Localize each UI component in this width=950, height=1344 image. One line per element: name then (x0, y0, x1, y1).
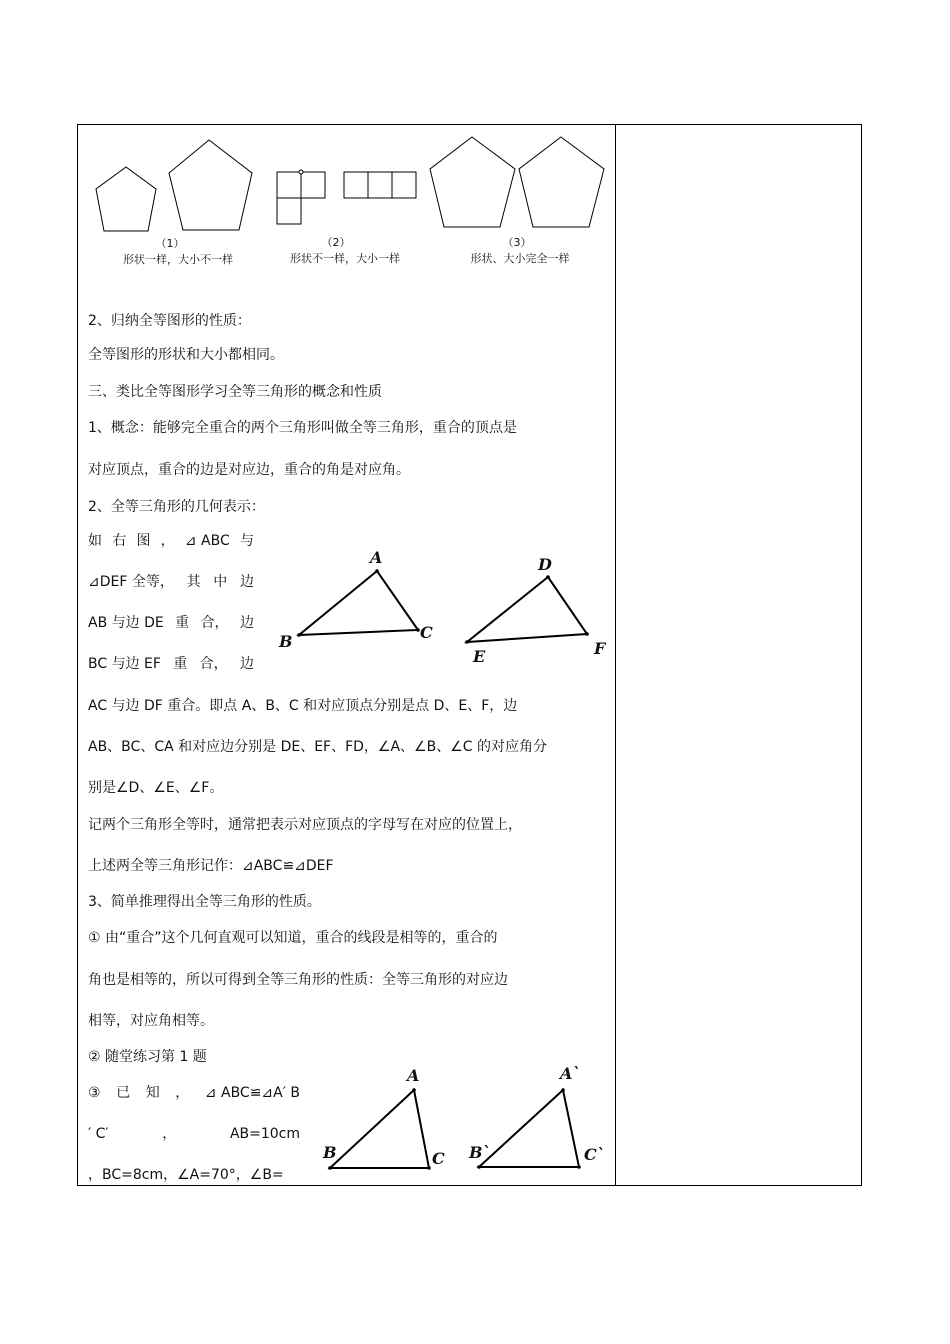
notation-line-9: 上述两全等三角形记作：⊿ABC≌⊿DEF (88, 858, 334, 874)
vertex-label-f: F (594, 639, 606, 658)
strip-shaped-net (344, 172, 416, 198)
vertex-label-b: B (279, 632, 293, 651)
section-heading-three: 三、类比全等图形学习全等三角形的概念和性质 (88, 384, 382, 400)
pentagon-right (519, 137, 604, 227)
concept-line-2: 对应顶点，重合的边是对应边，重合的角是对应角。 (88, 462, 410, 478)
vertex-label-b-prime: B` (469, 1143, 491, 1162)
notation-line-1: 如 右 图 ， ⊿ ABC 与 (88, 533, 254, 549)
triangle-abc-prime (479, 1090, 579, 1167)
heading-reasoning: 3、简单推理得出全等三角形的性质。 (88, 894, 321, 910)
figure1-number: （1） (155, 237, 185, 250)
vertex-label-c: C (420, 623, 433, 642)
heading-properties-of-congruent-figures: 2、归纳全等图形的性质： (88, 313, 251, 329)
vertex-label-a-prime: A` (560, 1064, 581, 1083)
exercise-line-3: ，BC=8cm，∠A=70°，∠B= (88, 1167, 284, 1183)
property-line-2: 角也是相等的，所以可得到全等三角形的性质：全等三角形的对应边 (88, 972, 508, 988)
cross-shaped-net (277, 170, 325, 224)
heading-geometric-notation: 2、全等三角形的几何表示： (88, 499, 265, 515)
vertex-label-b-exercise: B (323, 1143, 337, 1162)
figure3-caption: 形状、大小完全一样 (470, 252, 570, 265)
figure2-number: （2） (321, 236, 351, 249)
figure1-caption: 形状一样，大小不一样 (123, 253, 233, 266)
triangle-def (467, 577, 587, 642)
property-line-1: ① 由“重合”这个几何直观可以知道，重合的线段是相等的，重合的 (88, 930, 498, 946)
notation-line-2: ⊿DEF 全等， 其 中 边 (88, 574, 254, 590)
notation-line-4: BC 与边 EF 重 合， 边 (88, 656, 254, 672)
vertex-label-e: E (473, 647, 486, 666)
notation-line-8: 记两个三角形全等时，通常把表示对应顶点的字母写在对应的位置上， (88, 817, 522, 833)
exercise-line-2: ′ C′ ， AB=10cm (88, 1126, 300, 1142)
figure2-caption: 形状不一样，大小一样 (290, 252, 400, 265)
notation-line-7: 别是∠D、∠E、∠F。 (88, 780, 224, 796)
paragraph-congruent-figures: 全等图形的形状和大小都相同。 (88, 347, 284, 363)
property-line-3: 相等，对应角相等。 (88, 1013, 214, 1029)
pentagon-left (430, 137, 515, 227)
notation-line-3: AB 与边 DE 重 合， 边 (88, 615, 254, 631)
vertex-label-c-exercise: C (432, 1149, 445, 1168)
exercise-reference: ② 随堂练习第 1 题 (88, 1049, 207, 1065)
vertex-label-a-exercise: A (407, 1066, 420, 1085)
notation-line-6: AB、BC、CA 和对应边分别是 DE、EF、FD，∠A、∠B、∠C 的对应角分 (88, 739, 547, 755)
triangle-abc-exercise (330, 1090, 429, 1168)
vertex-label-a: A (370, 548, 383, 567)
concept-line-1: 1、概念：能够完全重合的两个三角形叫做全等三角形，重合的顶点是 (88, 420, 517, 436)
large-pentagon (169, 140, 252, 230)
triangle-abc (299, 571, 418, 635)
vertex-label-c-prime: C` (584, 1145, 605, 1164)
figure3-number: （3） (502, 236, 532, 249)
notation-line-5: AC 与边 DF 重合。即点 A、B、C 和对应顶点分别是点 D、E、F，边 (88, 698, 518, 714)
small-pentagon (96, 167, 156, 231)
vertex-label-d: D (538, 555, 552, 574)
exercise-line-1: ③ 已 知 ， ⊿ ABC≌⊿A′ B (88, 1085, 300, 1101)
